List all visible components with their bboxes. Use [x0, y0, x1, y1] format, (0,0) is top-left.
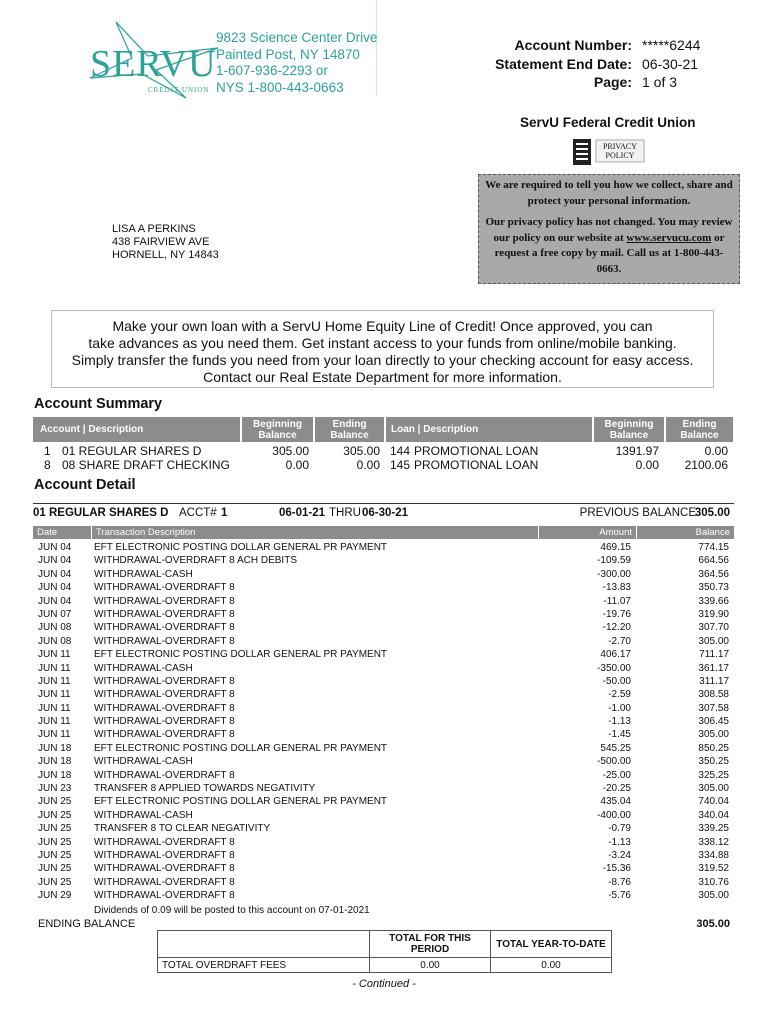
transaction-row — [33, 635, 734, 648]
transaction-row — [33, 742, 734, 755]
transaction-row — [33, 608, 734, 621]
transaction-row — [33, 541, 734, 554]
transaction-amount: -500.00 — [597, 756, 631, 768]
transaction-row — [33, 595, 734, 608]
transaction-amount: -11.07 — [603, 595, 631, 607]
statement-end-date: 06-30-21 — [642, 55, 699, 72]
dividend-note: Dividends of 0.09 will be posted to this account on 07-01-2021 — [94, 905, 370, 916]
transaction-balance: 305.00 — [698, 635, 729, 647]
transaction-desc: EFT ELECTRONIC POSTING DOLLAR GENERAL PR PAYMENT — [94, 649, 388, 661]
servu-logo — [86, 18, 222, 100]
transaction-desc: WITHDRAWAL-OVERDRAFT 8 — [94, 622, 235, 634]
cu-name: ServU Federal Credit Union — [520, 115, 696, 130]
transaction-desc: WITHDRAWAL-OVERDRAFT 8 — [94, 716, 235, 728]
transaction-desc: WITHDRAWAL-OVERDRAFT 8 — [94, 769, 235, 781]
transaction-amount: 545.25 — [600, 742, 631, 754]
transaction-date: JUN 11 — [38, 689, 71, 701]
transaction-amount: -19.76 — [602, 608, 631, 620]
transaction-desc: WITHDRAWAL-OVERDRAFT 8 — [94, 876, 235, 888]
transaction-balance: 305.00 — [698, 729, 729, 741]
transaction-amount: -50.00 — [602, 675, 631, 687]
transaction-balance: 308.58 — [698, 689, 729, 701]
transaction-date: JUN 11 — [38, 729, 71, 741]
transaction-row — [33, 795, 734, 808]
transaction-list — [33, 541, 734, 903]
promo-message: Make your own loan with a ServU Home Equity Line of Credit! Once approved, you can take advances as you need them. Get instant access to your funds from online/mobile banking. Simply transfer the funds you need from your loan directly to your checking account for easy access. Contact our Real Estate Department for more information. — [51, 310, 714, 388]
statement-header: Account Number: *****6244 Statement End Date: 06-30-21 Page: 1 of 3 — [495, 37, 701, 90]
transaction-balance: 307.58 — [698, 702, 729, 714]
transaction-balance: 711.17 — [699, 649, 729, 661]
transaction-date: JUN 11 — [38, 675, 71, 687]
transaction-desc: EFT ELECTRONIC POSTING DOLLAR GENERAL PR PAYMENT — [94, 796, 388, 808]
transaction-date: JUN 18 — [38, 742, 72, 754]
transaction-balance: 311.17 — [699, 675, 729, 687]
transaction-desc: EFT ELECTRONIC POSTING DOLLAR GENERAL PR PAYMENT — [94, 742, 388, 754]
transaction-balance: 339.66 — [698, 595, 729, 607]
transaction-amount: -8.76 — [608, 876, 631, 888]
transaction-balance: 774.15 — [698, 542, 729, 553]
continued-label: - Continued - — [352, 978, 416, 990]
transaction-balance: 664.56 — [698, 555, 729, 567]
transaction-amount: -5.76 — [608, 890, 631, 902]
summary-rows — [33, 444, 733, 472]
summary-row: 8 08 SHARE DRAFT CHECKING 0.00 0.00 145 PROMOTIONAL LOAN 0.00 2100.06 — [44, 458, 728, 472]
privacy-policy-icon: PRIVACY POLICY — [572, 138, 646, 166]
transaction-amount: -350.00 — [597, 662, 631, 674]
transaction-amount: -1.13 — [608, 836, 631, 848]
logo-subtitle: CREDIT UNION — [148, 86, 210, 94]
transaction-row — [33, 675, 734, 688]
transaction-date: JUN 07 — [38, 608, 72, 620]
transaction-desc: WITHDRAWAL-OVERDRAFT 8 ACH DEBITS — [94, 555, 297, 567]
detail-account-line: 01 REGULAR SHARES D ACCT# 1 06-01-21 THRU 06-30-21 PREVIOUS BALANCE 305.00 — [33, 507, 730, 519]
transaction-date: JUN 04 — [38, 555, 72, 567]
transaction-desc: WITHDRAWAL-OVERDRAFT 8 — [94, 729, 235, 741]
ending-balance: 305.00 — [696, 918, 730, 930]
detail-rule — [33, 503, 734, 504]
transaction-amount: 435.04 — [600, 796, 631, 808]
transaction-date: JUN 25 — [38, 809, 72, 821]
transaction-balance: 850.25 — [698, 742, 729, 754]
transaction-balance: 361.17 — [698, 662, 729, 674]
transaction-balance: 350.25 — [698, 756, 729, 768]
transaction-desc: WITHDRAWAL-CASH — [94, 568, 193, 580]
member-name: LISA A PERKINS — [112, 223, 196, 235]
totals-table: TOTAL FOR THIS PERIOD TOTAL YEAR-TO-DATE TOTAL OVERDRAFT FEES 0.00 0.00 — [157, 930, 612, 973]
transaction-balance: 338.12 — [698, 836, 729, 848]
transaction-row — [33, 849, 734, 862]
transaction-desc: WITHDRAWAL-CASH — [94, 662, 193, 674]
account-detail-title: Account Detail — [34, 477, 136, 493]
transaction-desc: EFT ELECTRONIC POSTING DOLLAR GENERAL PR PAYMENT — [94, 542, 388, 553]
transaction-amount: 406.17 — [600, 649, 631, 661]
transaction-row — [33, 554, 734, 567]
detail-header: Date Transaction Description Amount Balance — [33, 526, 734, 539]
privacy-notice: We are required to tell you how we collect, share and protect your personal information. Our privacy policy has not changed. You may review our policy on our website at www.servucu.com or request a free copy by mail. Call us at 1-800-443-0663. — [478, 174, 740, 284]
transaction-row — [33, 688, 734, 701]
transaction-desc: WITHDRAWAL-OVERDRAFT 8 — [94, 582, 235, 594]
summary-row: 1 01 REGULAR SHARES D 305.00 305.00 144 PROMOTIONAL LOAN 1391.97 0.00 — [44, 444, 728, 458]
transaction-amount: -12.20 — [602, 622, 631, 634]
account-number: *****6244 — [642, 37, 701, 53]
privacy-website-link[interactable]: www.servucu.com — [626, 231, 712, 244]
transaction-desc: WITHDRAWAL-OVERDRAFT 8 — [94, 890, 235, 902]
transaction-amount: -15.36 — [602, 863, 631, 875]
transaction-date: JUN 25 — [38, 849, 72, 861]
transaction-amount: -2.59 — [608, 689, 631, 701]
transaction-balance: 325.25 — [698, 769, 729, 781]
transaction-balance: 340.04 — [698, 809, 729, 821]
transaction-date: JUN 04 — [38, 595, 72, 607]
transaction-amount: -13.83 — [602, 582, 631, 594]
transaction-row — [33, 889, 734, 902]
transaction-date: JUN 25 — [38, 823, 72, 835]
transaction-balance: 305.00 — [698, 890, 729, 902]
transaction-desc: WITHDRAWAL-OVERDRAFT 8 — [94, 595, 235, 607]
ending-balance-line: ENDING BALANCE 305.00 — [38, 918, 730, 930]
transaction-balance: 305.00 — [698, 783, 729, 795]
transaction-date: JUN 11 — [38, 702, 71, 714]
transaction-balance: 339.25 — [698, 823, 729, 835]
transaction-desc: WITHDRAWAL-OVERDRAFT 8 — [94, 608, 235, 620]
transaction-balance: 310.76 — [698, 876, 729, 888]
transaction-balance: 306.45 — [698, 716, 729, 728]
transaction-row — [33, 621, 734, 634]
transaction-desc: TRANSFER 8 APPLIED TOWARDS NEGATIVITY — [94, 783, 316, 795]
transaction-amount: -2.70 — [608, 635, 631, 647]
transaction-amount: 469.15 — [600, 542, 631, 553]
transaction-amount: -1.00 — [608, 702, 631, 714]
transaction-row — [33, 715, 734, 728]
transaction-date: JUN 25 — [38, 836, 72, 848]
page-number: 1 of 3 — [642, 74, 678, 90]
transaction-date: JUN 04 — [38, 582, 72, 594]
cu-address: 9823 Science Center Drive Painted Post, NY 14870 1-607-936-2293 or NYS 1-800-443-0663 — [216, 30, 378, 95]
transaction-balance: 364.56 — [698, 568, 729, 580]
transaction-row — [33, 728, 734, 741]
transaction-balance: 319.52 — [698, 863, 729, 875]
transaction-row — [33, 702, 734, 715]
logo-wordmark: SERVU — [90, 43, 217, 85]
transaction-row — [33, 836, 734, 849]
transaction-row — [33, 862, 734, 875]
transaction-desc: WITHDRAWAL-CASH — [94, 809, 193, 821]
transaction-amount: -1.45 — [608, 729, 631, 741]
transaction-date: JUN 11 — [38, 716, 71, 728]
transaction-desc: WITHDRAWAL-OVERDRAFT 8 — [94, 863, 235, 875]
transaction-row — [33, 648, 734, 661]
transaction-date: JUN 04 — [38, 568, 72, 580]
transaction-desc: WITHDRAWAL-OVERDRAFT 8 — [94, 836, 235, 848]
transaction-row — [33, 662, 734, 675]
transaction-date: JUN 25 — [38, 876, 72, 888]
account-summary-title: Account Summary — [34, 396, 163, 412]
transaction-date: JUN 08 — [38, 635, 72, 647]
transaction-amount: -3.24 — [608, 849, 631, 861]
transaction-desc: WITHDRAWAL-CASH — [94, 756, 193, 768]
transaction-balance: 334.88 — [698, 849, 729, 861]
transaction-row — [33, 822, 734, 835]
transaction-amount: -25.00 — [602, 769, 631, 781]
transaction-date: JUN 23 — [38, 783, 72, 795]
transaction-date: JUN 25 — [38, 863, 72, 875]
summary-header: Account | Description Beginning Balance Ending Balance Loan | Description Beginning Balance Ending Balance — [33, 417, 733, 442]
transaction-date: JUN 08 — [38, 622, 72, 634]
transaction-balance: 350.73 — [698, 582, 729, 594]
transaction-date: JUN 04 — [38, 542, 72, 553]
transaction-balance: 740.04 — [698, 796, 729, 808]
transaction-date: JUN 18 — [38, 769, 72, 781]
transaction-amount: -400.00 — [597, 809, 631, 821]
transaction-row — [33, 755, 734, 768]
member-address: LISA A PERKINS 438 FAIRVIEW AVE HORNELL, NY 14843 — [112, 223, 219, 261]
transaction-date: JUN 18 — [38, 756, 72, 768]
transaction-amount: -109.59 — [597, 555, 631, 567]
transaction-desc: TRANSFER 8 TO CLEAR NEGATIVITY — [94, 823, 271, 835]
transaction-row — [33, 782, 734, 795]
transaction-row — [33, 809, 734, 822]
transaction-row — [33, 876, 734, 889]
transaction-row — [33, 769, 734, 782]
transaction-desc: WITHDRAWAL-OVERDRAFT 8 — [94, 635, 235, 647]
transaction-date: JUN 11 — [38, 662, 71, 674]
transaction-date: JUN 11 — [38, 649, 71, 661]
transaction-balance: 307.70 — [698, 622, 729, 634]
transaction-desc: WITHDRAWAL-OVERDRAFT 8 — [94, 675, 235, 687]
transaction-desc: WITHDRAWAL-OVERDRAFT 8 — [94, 689, 235, 701]
transaction-date: JUN 29 — [38, 890, 72, 902]
transaction-amount: -300.00 — [597, 568, 631, 580]
transaction-row — [33, 568, 734, 581]
transaction-amount: -0.79 — [608, 823, 631, 835]
transaction-amount: -1.13 — [608, 716, 631, 728]
transaction-desc: WITHDRAWAL-OVERDRAFT 8 — [94, 849, 235, 861]
transaction-balance: 319.90 — [698, 608, 729, 620]
transaction-date: JUN 25 — [38, 796, 72, 808]
transaction-amount: -20.25 — [602, 783, 631, 795]
transaction-desc: WITHDRAWAL-OVERDRAFT 8 — [94, 702, 235, 714]
transaction-row — [33, 581, 734, 594]
